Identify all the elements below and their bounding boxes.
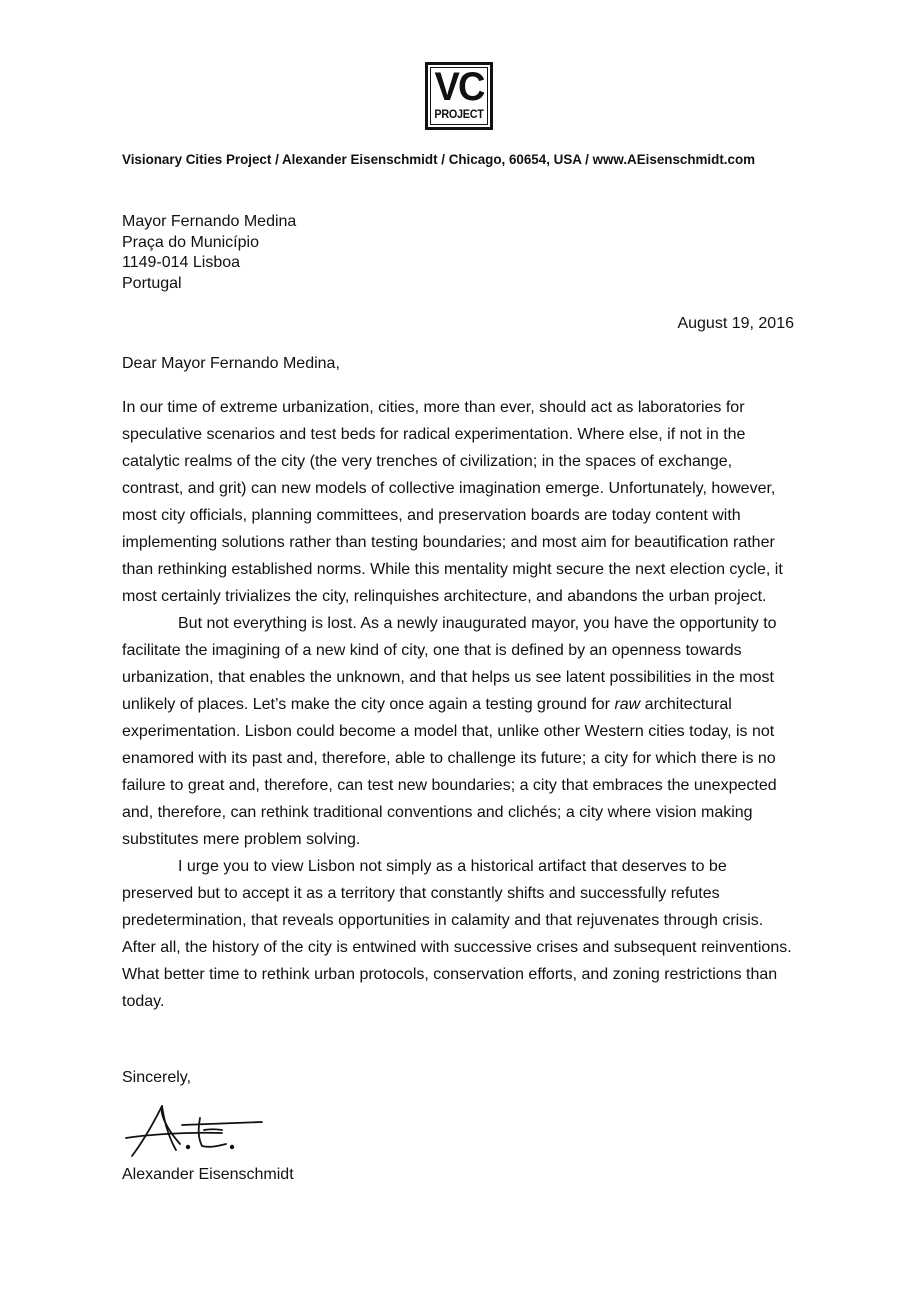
recipient-country: Portugal — [122, 274, 182, 292]
logo-project-text: PROJECT — [434, 107, 484, 121]
recipient-address — [122, 212, 296, 294]
recipient-street: Praça do Município — [122, 233, 259, 251]
letterhead-line: Visionary Cities Project / Alexander Eisenschmidt / Chicago, 60654, USA / www.AEisenschmidt.com — [122, 152, 756, 167]
vc-project-logo — [425, 62, 493, 130]
paragraph-3: I urge you to view Lisbon not simply as a historical artifact that deserves to be preserved but to accept it as a territory that constantly shifts and successfully refutes predetermination, that reveals opportunities in calamity and that rejuvenates through crisis. After all, the history of the city is entwined with successive crises and subsequent reinventions. What better time to rethink urban protocols, conservation efforts, and zoning restrictions than today. — [122, 858, 792, 1010]
closing: Sincerely, — [122, 1069, 192, 1086]
logo-vc-text: VC — [434, 65, 484, 109]
paragraph-2-emphasis: raw — [614, 696, 641, 713]
recipient-city: 1149-014 Lisboa — [122, 254, 241, 271]
signer-name: Alexander Eisenschmidt — [122, 1166, 294, 1183]
paragraph-2-part-1: But not everything is lost. As a newly inaugurated mayor, you have the opportunity to facilitate the imagining of a new kind of city, one that is defined by an openness towards urbanization, that enables the unknown, and that helps us see latent possibilities in the most unlikely of places. Let’s make the city once again a testing ground for — [122, 615, 777, 713]
paragraph-2 — [122, 610, 794, 853]
paragraph-1: In our time of extreme urbanization, cities, more than ever, should act as laboratories for speculative scenarios and test beds for radical experimentation. Where else, if not in the catalytic realms of the city (the very trenches of civilization; in the spaces of exchange, contrast, and grit) can new models of collective imagination emerge. Unfortunately, however, most city officials, planning committees, and preservation boards are today content with implementing solutions rather than testing boundaries; and most aim for beautification rather than rethinking established norms. While this mentality might secure the next election cycle, it most certainly trivializes the city, relinquishes architecture, and abandons the urban project. — [122, 399, 783, 605]
salutation: Dear Mayor Fernando Medina, — [122, 355, 340, 372]
letter-date: August 19, 2016 — [677, 315, 794, 332]
recipient-name: Mayor Fernando Medina — [122, 213, 297, 230]
handwritten-signature — [122, 1100, 267, 1160]
paragraph-2-part-2: architectural experimentation. Lisbon could become a model that, unlike other Western cities today, is not enamored with its past and, therefore, able to challenge its future; a city for which there is no failure to great and, therefore, can test new boundaries; a city that embraces the unexpected and, therefore, can rethink traditional conventions and clichés; a city where vision making substitutes mere problem solving. — [122, 696, 777, 848]
letter-body — [122, 394, 794, 1015]
